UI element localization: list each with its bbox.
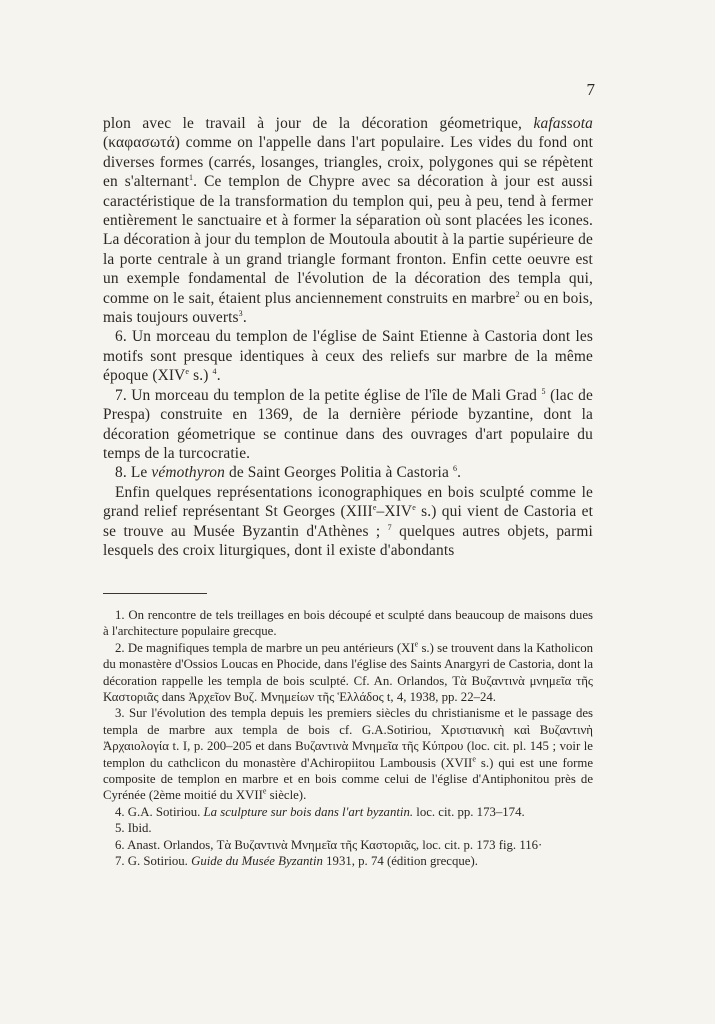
italic-term: kafassota [533,115,593,132]
footnote-ref: 2 [515,289,520,299]
footnote-2: 2. De magnifiques templa de marbre un peu antérieurs (XIe s.) se trouvent dans la Katholicon du monastère d'Ossios Loucas en Phocide, dans l'église des Saints Anargyri de Castoria, dont la décoration rappelle les templa de bois sculpté. Cf. An. Orlandos, Τὰ Βυζαντινὰ μνημεῖα τῆς Καστοριᾶς dans Ἀρχεῖον Βυζ. Μνημείων τῆς Ἑλλάδος t, 4, 1938, pp. 22–24. [103,639,593,705]
footnote-5: 5. Ibid. [115,821,152,836]
footnote-4: 4. G.A. Sotiriou. La sculpture sur bois dans l'art byzantin. loc. cit. pp. 173–174. [115,804,525,819]
page-number: 7 [586,80,595,99]
footnote-ref: 5 [541,386,546,396]
footnote-ref: 6 [452,464,458,474]
footnote-divider [103,593,207,594]
paragraph-item-8: 8. Le vémothyron de Saint Georges Politia à Castoria $^6$. [115,464,462,482]
footnote-ref: 4 [212,367,217,377]
paragraph-enfin: Enfin quelques représentations iconographiques en bois sculpté comme le grand relief représentant St Georges (XIIIe–XIVe s.) qui vient de Castoria et se trouve au Musée Byzantin d'Athènes ; $^7$ quelques autres objets, parmi lesquels des croix liturgiques, dont il existe d'abondants [103,483,594,559]
footnotes [103,607,593,870]
paragraph-1: plon avec le travail à jour de la décoration géometrique, kafassota (καφασωτά) comme on l'appelle dans l'art populaire. Les vides du fond ont diverses formes (carrés, losanges, triangles, croix, polygones qui se répètent en s'alternant$^1$. Ce templon de Chypre avec sa décoration à jour est aussi caractéristique de la transformation du templon qui, peu à peu, tend à fermer entièrement le sanctuaire et à former la séparation où sont placées les icones. La décoration à jour du templon de Moutoula aboutit à la partie supérieure de la porte centrale à un grand triangle formant fronton. Enfin cette oeuvre est un exemple fondamental de l'évolution de la décoration des templa qui, comme on le sait, étaient plus anciennement construits en marbre$^2$ ou en bois, mais toujours ouverts$^3$. [103,115,593,327]
footnote-3: 3. Sur l'évolution des templa depuis les premiers siècles du christianisme et le passage des templa de marbre aux templa de bois cf. G.A.Sotiriou, Χριστιανικὴ καὶ Βυζαντινὴ Ἀρχαιολογία t. I, p. 200–205 et dans Βυζαντινὰ Μνημεῖα τῆς Κύπρου (loc. cit. pl. 145 ; voir le templon du cathclicon du monastère d'Achiropiitou Lambousis (XVIIe s.) qui est une forme composite de templon en marbre et en bois comme celui de l'église d'Antiphonitou près de Cyrénée (2ème moitié du XVIIe siècle). [103,706,593,803]
footnote-ref: 3 [238,308,243,318]
paragraph-item-7: 7. Un morceau du templon de la petite église de l'île de Mali Grad $^5$ (lac de Prespa) construite en 1369, de la dernière période byzantine, dont la décoration géometrique se continue dans des ouvrages d'art populaire du temps de la turcocratie. [103,386,594,462]
main-text [103,114,593,560]
footnote-ref: 1 [189,173,194,183]
paragraph-item-6: 6. Un morceau du templon de l'église de Saint Etienne à Castoria dont les motifs sont presque identiques à ceux des reliefs sur marbre de la même époque (XIVe s.) $^4$. [103,328,593,385]
footnote-6: 6. Anast. Orlandos, Τὰ Βυζαντινὰ Μνημεῖα τῆς Καστοριᾶς, loc. cit. p. 173 fig. 116· [115,837,543,852]
italic-term: vémothyron [151,464,225,482]
footnote-ref: 7 [387,522,392,532]
footnote-7: 7. G. Sotiriou. Guide du Musée Byzantin 1931, p. 74 (édition grecque). [115,854,478,869]
footnote-1: 1. On rencontre de tels treillages en bois découpé et sculpté dans beaucoup de maisons dues à l'architecture populaire grecque. [103,608,593,639]
